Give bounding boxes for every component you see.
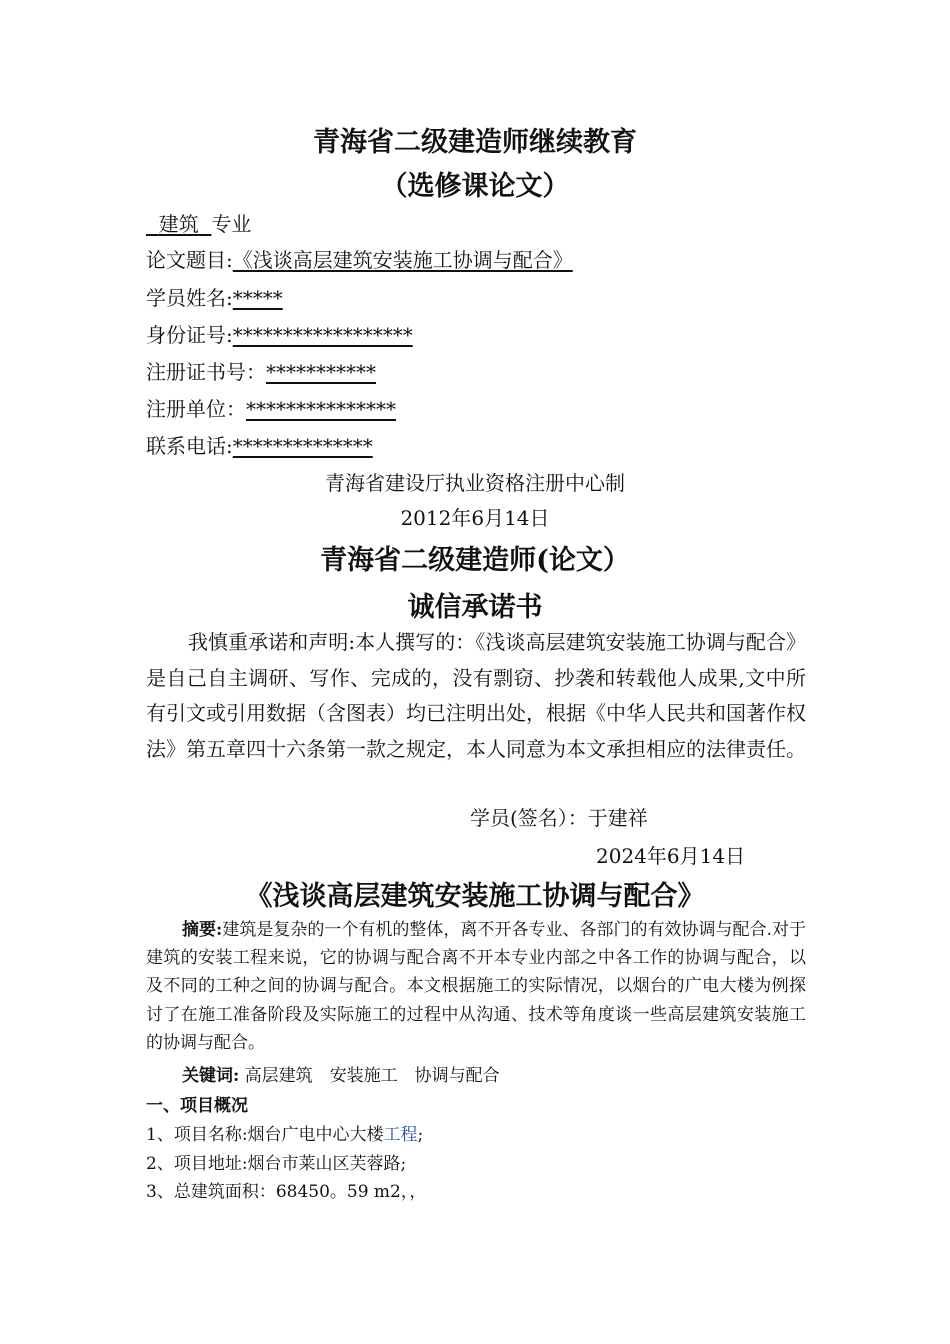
field-label: 身份证号: <box>146 323 233 347</box>
major-suffix: 专业 <box>211 212 252 236</box>
field-name <box>146 282 283 311</box>
list-item: 3、总建筑面积：68450。59 m2，， <box>146 1182 427 1202</box>
keywords-line <box>182 1061 500 1086</box>
cover-issuer: 青海省建设厅执业资格注册中心制 <box>325 471 625 495</box>
pledge-signature: 学员(签名）：于建祥 <box>470 806 648 830</box>
field-label: 注册证书号： <box>146 360 266 384</box>
field-value: ****************** <box>232 323 413 347</box>
field-value: ************** <box>232 434 373 458</box>
cover-date: 2012年6月14日 <box>400 506 550 530</box>
abstract-label: 摘要: <box>182 920 223 940</box>
pledge-body <box>146 625 806 767</box>
field-label: 注册单位： <box>146 397 246 421</box>
item-text: 1、项目名称:烟台广电中心大楼 <box>146 1125 384 1145</box>
field-label: 学员姓名: <box>146 286 233 310</box>
abstract-paragraph <box>146 916 806 1057</box>
cover-subtitle: （选修课论文） <box>380 171 570 202</box>
list-item <box>146 1120 423 1145</box>
cover-title: 青海省二级建造师继续教育 <box>313 127 637 158</box>
field-value: 《浅谈高层建筑安装施工协调与配合》 <box>232 248 573 272</box>
item-tail: ; <box>417 1125 424 1145</box>
major-line <box>146 208 251 237</box>
pledge-title: 青海省二级建造师(论文） <box>320 545 630 576</box>
field-cert <box>146 356 376 385</box>
list-item: 2、项目地址:烟台市莱山区芙蓉路; <box>146 1154 407 1174</box>
field-unit <box>146 393 396 422</box>
field-value: *************** <box>246 397 396 421</box>
abstract-text: 建筑是复杂的一个有机的整体，离不开各专业、各部门的有效协调与配合.对于建筑的安装工程来说，它的协调与配合离不开本专业内部之中各工作的协调与配合，以及不同的工种之间的协调与配合。本文根据施工的实际情况，以烟台的广电大楼为例探讨了在施工准备阶段及实际施工的过程中从沟通、技术等角度谈一些高层建筑安装施工的协调与配合。 <box>146 920 806 1053</box>
section-heading: 一、项目概况 <box>146 1096 248 1116</box>
keywords-label: 关键词: <box>182 1066 240 1086</box>
pledge-date: 2024年6月14日 <box>596 844 746 868</box>
field-label: 联系电话: <box>146 434 233 458</box>
field-label: 论文题目: <box>146 248 233 272</box>
field-phone <box>146 430 373 459</box>
pledge-body-text: 我慎重承诺和声明:本人撰写的：《浅谈高层建筑安装施工协调与配合》是自己自主调研、写作、完成的，没有剽窃、抄袭和转载他人成果,文中所有引文或引用数据（含图表）均已注明出处，根据《中华人民共和国著作权法》第五章四十六条第一款之规定，本人同意为本文承担相应的法律责任。 <box>146 630 806 761</box>
paper-title: 《浅谈高层建筑安装施工协调与配合》 <box>245 881 705 912</box>
project-link[interactable]: 工程 <box>383 1125 418 1145</box>
field-value: ***** <box>232 286 283 310</box>
pledge-subtitle: 诚信承诺书 <box>407 592 543 623</box>
major-value: 建筑 <box>158 212 199 236</box>
field-id <box>146 319 413 348</box>
keywords-text: 高层建筑 安装施工 协调与配合 <box>244 1066 500 1086</box>
field-title <box>146 244 573 273</box>
field-value: *********** <box>266 360 376 384</box>
